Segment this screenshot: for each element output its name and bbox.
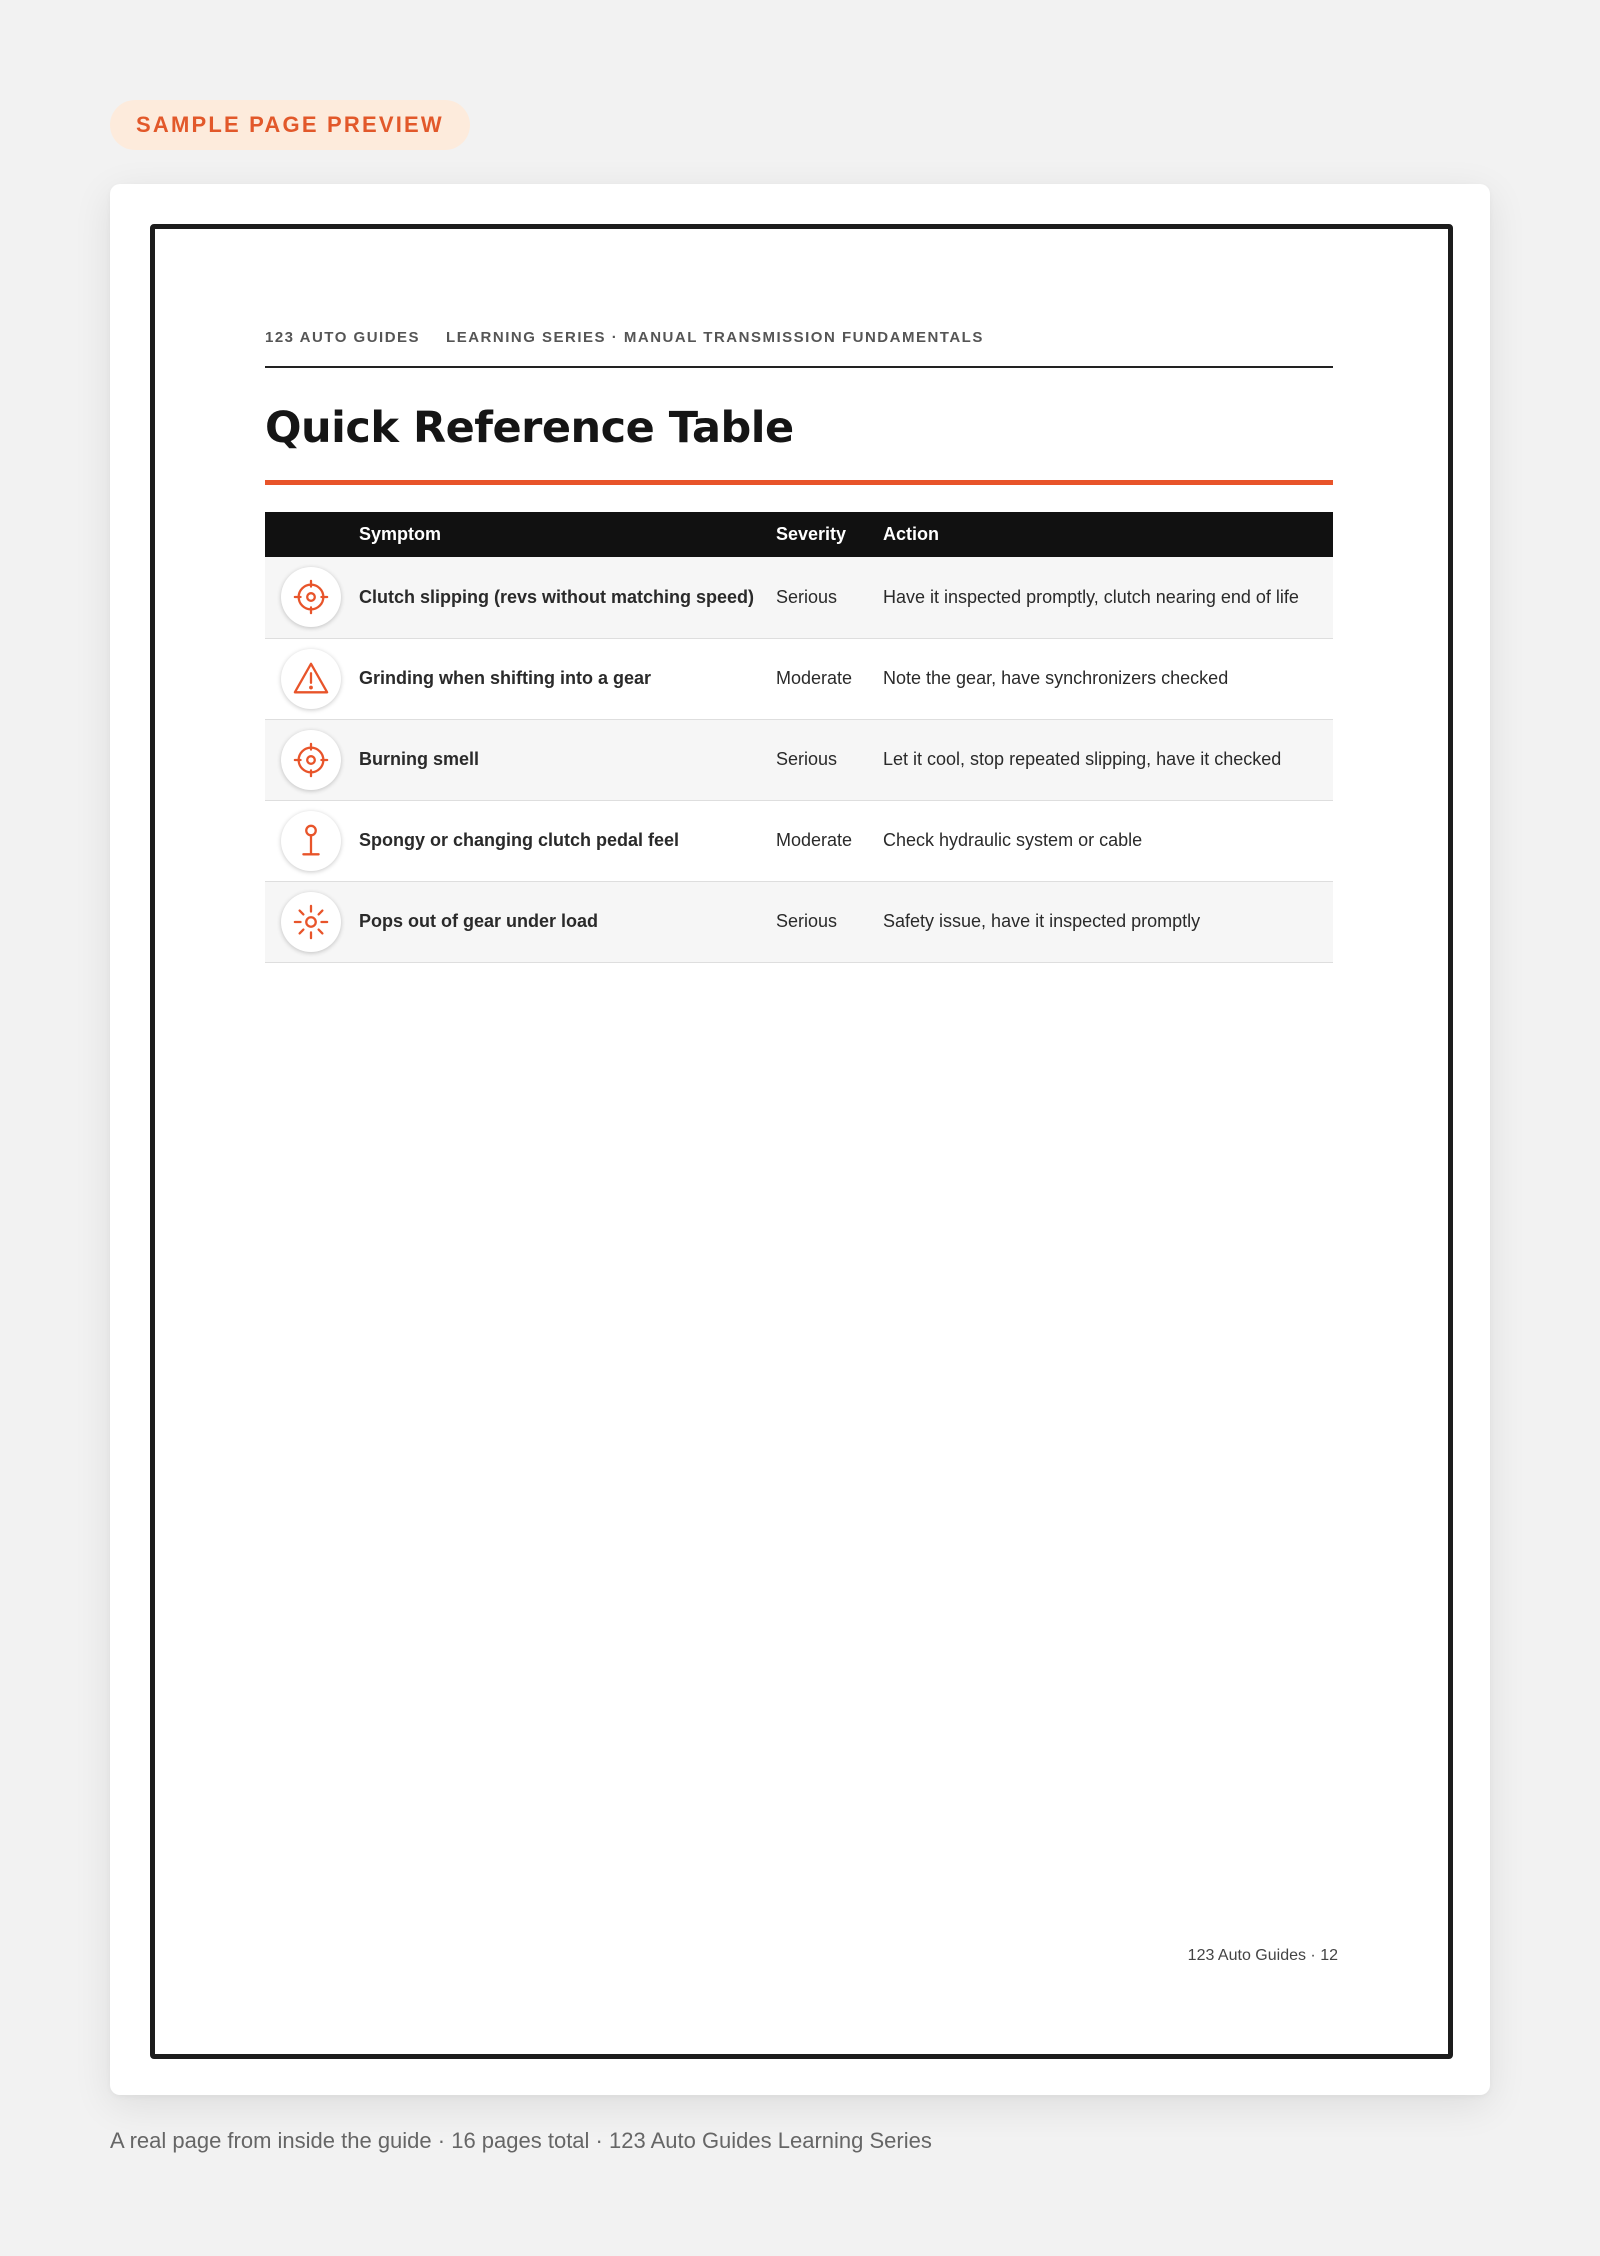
table-row [265, 881, 1333, 962]
severity-cell: Serious [776, 586, 838, 607]
preview-caption: A real page from inside the guide · 16 pages total · 123 Auto Guides Learning Series [110, 2128, 932, 2153]
action-cell: Let it cool, stop repeated slipping, have it checked [883, 749, 1282, 769]
header-brand: 123 AUTO GUIDES [265, 329, 421, 346]
target-icon [281, 730, 341, 790]
quick-reference-table [265, 512, 1333, 963]
table-row [265, 638, 1333, 719]
action-column-header: Action [883, 524, 939, 544]
icon-column-header [265, 512, 359, 557]
symptom-cell: Burning smell [359, 749, 480, 769]
header-series: LEARNING SERIES · MANUAL TRANSMISSION FUNDAMENTALS [446, 329, 984, 346]
action-cell: Check hydraulic system or cable [883, 830, 1143, 850]
severity-cell: Serious [776, 749, 838, 769]
running-header [265, 329, 1333, 368]
action-cell: Safety issue, have it inspected promptly [883, 911, 1201, 931]
symptom-column-header: Symptom [359, 524, 442, 544]
severity-column-header: Severity [776, 524, 847, 544]
symptom-cell: Pops out of gear under load [359, 911, 599, 931]
sun-icon [281, 892, 341, 952]
pedal-icon [281, 811, 341, 871]
symptom-cell: Spongy or changing clutch pedal feel [359, 830, 680, 850]
table-header-row [265, 512, 1333, 557]
table-row [265, 557, 1333, 638]
table-row [265, 719, 1333, 800]
severity-cell: Serious [776, 911, 838, 931]
title-underline [265, 480, 1333, 485]
page-footer: 123 Auto Guides · 12 [1187, 1947, 1338, 1964]
target-icon [281, 567, 341, 627]
symptom-cell: Grinding when shifting into a gear [359, 668, 651, 688]
document-page [150, 224, 1453, 2059]
page-title: Quick Reference Table [265, 403, 794, 453]
sample-preview-badge: SAMPLE PAGE PREVIEW [110, 100, 470, 150]
preview-card [110, 184, 1490, 2095]
action-cell: Note the gear, have synchronizers checked [883, 668, 1229, 688]
severity-cell: Moderate [776, 668, 853, 688]
warning-icon [281, 649, 341, 709]
symptom-cell: Clutch slipping (revs without matching speed) [359, 586, 755, 607]
table-row [265, 800, 1333, 881]
severity-cell: Moderate [776, 830, 853, 850]
action-cell: Have it inspected promptly, clutch nearing end of life [883, 586, 1299, 607]
